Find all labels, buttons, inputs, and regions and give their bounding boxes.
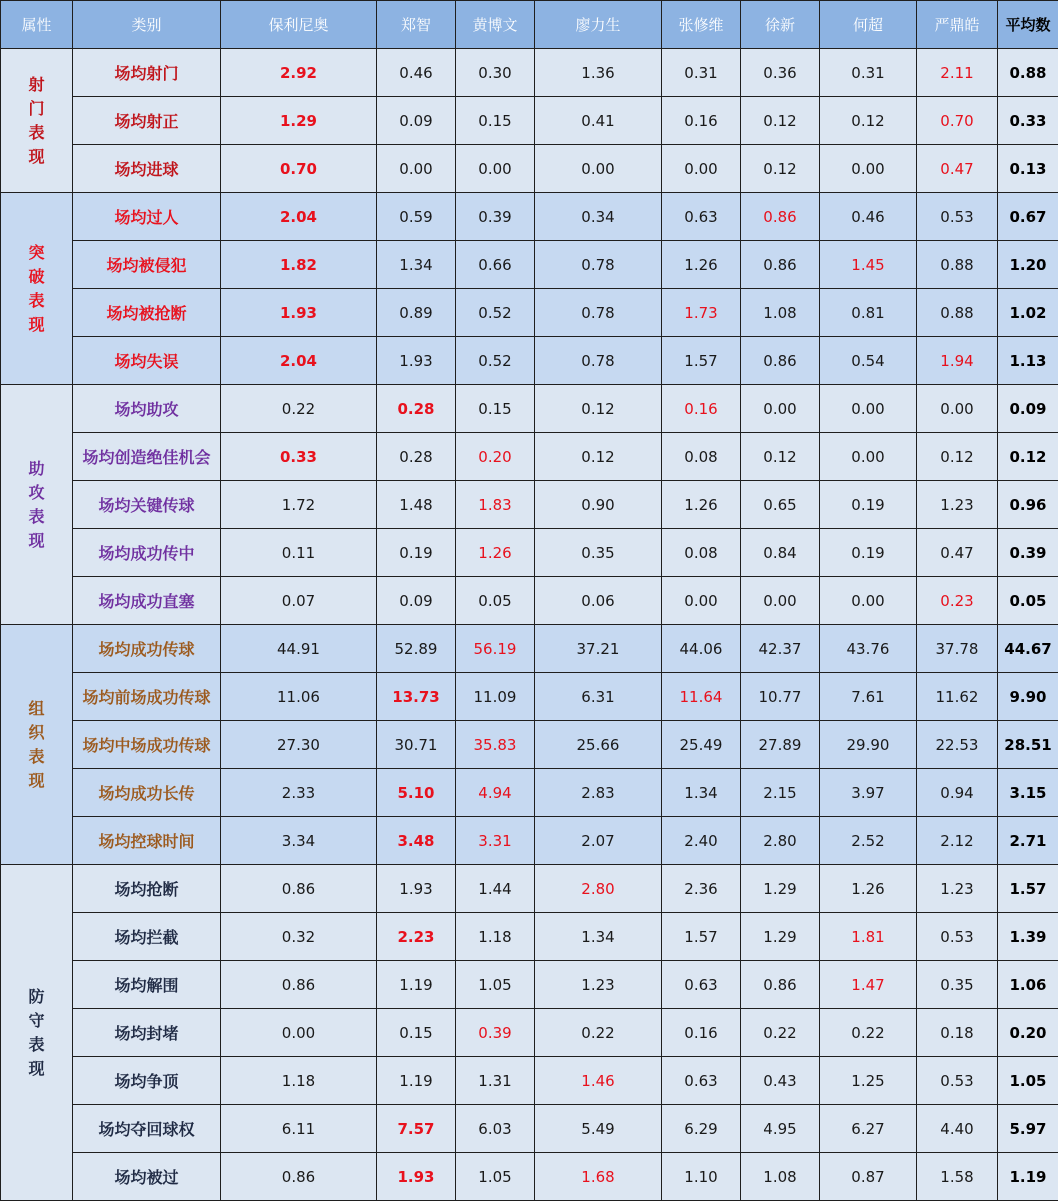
value-cell: 11.62 bbox=[917, 673, 998, 721]
value-cell: 1.93 bbox=[377, 1153, 456, 1201]
average-cell: 1.13 bbox=[998, 337, 1058, 385]
value-cell: 13.73 bbox=[377, 673, 456, 721]
value-cell: 0.12 bbox=[535, 385, 662, 433]
average-cell: 5.97 bbox=[998, 1105, 1058, 1153]
value-cell: 0.15 bbox=[456, 97, 535, 145]
average-cell: 0.88 bbox=[998, 49, 1058, 97]
value-cell: 0.78 bbox=[535, 241, 662, 289]
table-row bbox=[1, 529, 1058, 577]
value-cell: 1.26 bbox=[820, 865, 917, 913]
table-row bbox=[1, 145, 1058, 193]
value-cell: 1.44 bbox=[456, 865, 535, 913]
value-cell: 2.12 bbox=[917, 817, 998, 865]
average-cell: 0.39 bbox=[998, 529, 1058, 577]
attribute-text: 射 门 表 现 bbox=[28, 74, 45, 166]
value-cell: 6.03 bbox=[456, 1105, 535, 1153]
value-cell: 2.07 bbox=[535, 817, 662, 865]
value-cell: 0.54 bbox=[820, 337, 917, 385]
value-cell: 1.29 bbox=[221, 97, 377, 145]
value-cell: 42.37 bbox=[741, 625, 820, 673]
value-cell: 0.00 bbox=[917, 385, 998, 433]
category-cell: 场均夺回球权 bbox=[73, 1105, 221, 1153]
value-cell: 0.88 bbox=[917, 289, 998, 337]
category-cell: 场均成功传球 bbox=[73, 625, 221, 673]
value-cell: 2.11 bbox=[917, 49, 998, 97]
table-row bbox=[1, 337, 1058, 385]
value-cell: 6.29 bbox=[662, 1105, 741, 1153]
value-cell: 1.34 bbox=[662, 769, 741, 817]
value-cell: 1.26 bbox=[662, 481, 741, 529]
value-cell: 0.00 bbox=[820, 385, 917, 433]
value-cell: 1.57 bbox=[662, 337, 741, 385]
value-cell: 0.00 bbox=[377, 145, 456, 193]
value-cell: 1.08 bbox=[741, 1153, 820, 1201]
header-player-8: 严鼎皓 bbox=[917, 1, 998, 49]
category-cell: 场均拦截 bbox=[73, 913, 221, 961]
value-cell: 0.00 bbox=[741, 385, 820, 433]
value-cell: 3.34 bbox=[221, 817, 377, 865]
value-cell: 5.49 bbox=[535, 1105, 662, 1153]
value-cell: 0.22 bbox=[741, 1009, 820, 1057]
value-cell: 0.86 bbox=[221, 865, 377, 913]
average-cell: 3.15 bbox=[998, 769, 1058, 817]
average-cell: 0.96 bbox=[998, 481, 1058, 529]
value-cell: 0.89 bbox=[377, 289, 456, 337]
value-cell: 0.00 bbox=[820, 577, 917, 625]
value-cell: 43.76 bbox=[820, 625, 917, 673]
table-row bbox=[1, 97, 1058, 145]
value-cell: 0.63 bbox=[662, 1057, 741, 1105]
value-cell: 0.30 bbox=[456, 49, 535, 97]
category-cell: 场均被抢断 bbox=[73, 289, 221, 337]
value-cell: 2.04 bbox=[221, 193, 377, 241]
category-cell: 场均成功直塞 bbox=[73, 577, 221, 625]
average-cell: 0.05 bbox=[998, 577, 1058, 625]
value-cell: 1.57 bbox=[662, 913, 741, 961]
value-cell: 0.53 bbox=[917, 193, 998, 241]
value-cell: 0.00 bbox=[662, 577, 741, 625]
value-cell: 0.19 bbox=[820, 529, 917, 577]
table-row bbox=[1, 289, 1058, 337]
value-cell: 0.70 bbox=[221, 145, 377, 193]
category-cell: 场均前场成功传球 bbox=[73, 673, 221, 721]
category-cell: 场均过人 bbox=[73, 193, 221, 241]
category-cell: 场均射正 bbox=[73, 97, 221, 145]
value-cell: 27.30 bbox=[221, 721, 377, 769]
table-row bbox=[1, 385, 1058, 433]
value-cell: 2.33 bbox=[221, 769, 377, 817]
value-cell: 0.86 bbox=[741, 337, 820, 385]
value-cell: 0.86 bbox=[221, 1153, 377, 1201]
value-cell: 0.00 bbox=[221, 1009, 377, 1057]
value-cell: 0.46 bbox=[377, 49, 456, 97]
category-cell: 场均控球时间 bbox=[73, 817, 221, 865]
value-cell: 0.11 bbox=[221, 529, 377, 577]
value-cell: 0.87 bbox=[820, 1153, 917, 1201]
value-cell: 1.18 bbox=[456, 913, 535, 961]
value-cell: 0.43 bbox=[741, 1057, 820, 1105]
attribute-group-label bbox=[1, 865, 73, 1201]
average-cell: 2.71 bbox=[998, 817, 1058, 865]
value-cell: 0.84 bbox=[741, 529, 820, 577]
value-cell: 0.63 bbox=[662, 193, 741, 241]
value-cell: 0.31 bbox=[662, 49, 741, 97]
value-cell: 0.52 bbox=[456, 289, 535, 337]
value-cell: 0.12 bbox=[741, 145, 820, 193]
value-cell: 1.93 bbox=[221, 289, 377, 337]
value-cell: 1.81 bbox=[820, 913, 917, 961]
value-cell: 6.27 bbox=[820, 1105, 917, 1153]
value-cell: 2.83 bbox=[535, 769, 662, 817]
value-cell: 0.16 bbox=[662, 97, 741, 145]
header-average: 平均数 bbox=[998, 1, 1058, 49]
value-cell: 25.66 bbox=[535, 721, 662, 769]
value-cell: 2.92 bbox=[221, 49, 377, 97]
value-cell: 1.45 bbox=[820, 241, 917, 289]
value-cell: 1.26 bbox=[662, 241, 741, 289]
value-cell: 1.19 bbox=[377, 1057, 456, 1105]
category-cell: 场均抢断 bbox=[73, 865, 221, 913]
value-cell: 0.09 bbox=[377, 577, 456, 625]
value-cell: 1.94 bbox=[917, 337, 998, 385]
table-row bbox=[1, 673, 1058, 721]
header-category: 类别 bbox=[73, 1, 221, 49]
value-cell: 11.64 bbox=[662, 673, 741, 721]
value-cell: 7.57 bbox=[377, 1105, 456, 1153]
value-cell: 25.49 bbox=[662, 721, 741, 769]
table-row bbox=[1, 961, 1058, 1009]
average-cell: 0.12 bbox=[998, 433, 1058, 481]
attribute-text: 组 织 表 现 bbox=[28, 698, 45, 790]
value-cell: 0.47 bbox=[917, 529, 998, 577]
category-cell: 场均被侵犯 bbox=[73, 241, 221, 289]
value-cell: 2.40 bbox=[662, 817, 741, 865]
average-cell: 0.20 bbox=[998, 1009, 1058, 1057]
header-player-2: 郑智 bbox=[377, 1, 456, 49]
value-cell: 6.11 bbox=[221, 1105, 377, 1153]
value-cell: 0.46 bbox=[820, 193, 917, 241]
value-cell: 1.23 bbox=[535, 961, 662, 1009]
value-cell: 5.10 bbox=[377, 769, 456, 817]
value-cell: 0.00 bbox=[820, 433, 917, 481]
table-row bbox=[1, 817, 1058, 865]
value-cell: 0.00 bbox=[662, 145, 741, 193]
value-cell: 52.89 bbox=[377, 625, 456, 673]
value-cell: 0.39 bbox=[456, 1009, 535, 1057]
value-cell: 1.34 bbox=[535, 913, 662, 961]
attribute-group-label bbox=[1, 49, 73, 193]
value-cell: 0.12 bbox=[741, 433, 820, 481]
value-cell: 0.28 bbox=[377, 433, 456, 481]
value-cell: 44.91 bbox=[221, 625, 377, 673]
value-cell: 1.34 bbox=[377, 241, 456, 289]
value-cell: 0.35 bbox=[535, 529, 662, 577]
value-cell: 1.05 bbox=[456, 1153, 535, 1201]
average-cell: 1.02 bbox=[998, 289, 1058, 337]
attribute-text: 防 守 表 现 bbox=[28, 986, 45, 1078]
value-cell: 0.22 bbox=[535, 1009, 662, 1057]
value-cell: 0.36 bbox=[741, 49, 820, 97]
value-cell: 0.59 bbox=[377, 193, 456, 241]
table-row bbox=[1, 193, 1058, 241]
value-cell: 11.06 bbox=[221, 673, 377, 721]
value-cell: 3.48 bbox=[377, 817, 456, 865]
attribute-group-label bbox=[1, 385, 73, 625]
value-cell: 0.12 bbox=[917, 433, 998, 481]
average-cell: 0.09 bbox=[998, 385, 1058, 433]
category-cell: 场均助攻 bbox=[73, 385, 221, 433]
value-cell: 0.31 bbox=[820, 49, 917, 97]
header-player-6: 徐新 bbox=[741, 1, 820, 49]
value-cell: 1.18 bbox=[221, 1057, 377, 1105]
value-cell: 0.33 bbox=[221, 433, 377, 481]
table-row bbox=[1, 1153, 1058, 1201]
value-cell: 0.00 bbox=[535, 145, 662, 193]
category-cell: 场均射门 bbox=[73, 49, 221, 97]
value-cell: 22.53 bbox=[917, 721, 998, 769]
value-cell: 35.83 bbox=[456, 721, 535, 769]
value-cell: 1.73 bbox=[662, 289, 741, 337]
value-cell: 0.41 bbox=[535, 97, 662, 145]
value-cell: 0.66 bbox=[456, 241, 535, 289]
value-cell: 0.08 bbox=[662, 529, 741, 577]
value-cell: 0.09 bbox=[377, 97, 456, 145]
value-cell: 0.00 bbox=[456, 145, 535, 193]
value-cell: 0.18 bbox=[917, 1009, 998, 1057]
attribute-text: 突 破 表 现 bbox=[28, 242, 45, 334]
table-row bbox=[1, 769, 1058, 817]
category-cell: 场均解围 bbox=[73, 961, 221, 1009]
value-cell: 1.19 bbox=[377, 961, 456, 1009]
header-player-4: 廖力生 bbox=[535, 1, 662, 49]
value-cell: 0.00 bbox=[741, 577, 820, 625]
value-cell: 0.86 bbox=[741, 241, 820, 289]
value-cell: 0.86 bbox=[221, 961, 377, 1009]
value-cell: 1.25 bbox=[820, 1057, 917, 1105]
average-cell: 1.57 bbox=[998, 865, 1058, 913]
value-cell: 0.00 bbox=[820, 145, 917, 193]
value-cell: 2.80 bbox=[535, 865, 662, 913]
value-cell: 1.36 bbox=[535, 49, 662, 97]
value-cell: 1.68 bbox=[535, 1153, 662, 1201]
table-row bbox=[1, 913, 1058, 961]
value-cell: 3.97 bbox=[820, 769, 917, 817]
average-cell: 1.06 bbox=[998, 961, 1058, 1009]
category-cell: 场均中场成功传球 bbox=[73, 721, 221, 769]
value-cell: 30.71 bbox=[377, 721, 456, 769]
value-cell: 2.23 bbox=[377, 913, 456, 961]
value-cell: 1.72 bbox=[221, 481, 377, 529]
value-cell: 0.35 bbox=[917, 961, 998, 1009]
table-row bbox=[1, 49, 1058, 97]
value-cell: 0.05 bbox=[456, 577, 535, 625]
value-cell: 1.26 bbox=[456, 529, 535, 577]
value-cell: 0.78 bbox=[535, 289, 662, 337]
category-cell: 场均被过 bbox=[73, 1153, 221, 1201]
table-row bbox=[1, 1057, 1058, 1105]
value-cell: 0.34 bbox=[535, 193, 662, 241]
value-cell: 0.86 bbox=[741, 193, 820, 241]
value-cell: 0.15 bbox=[456, 385, 535, 433]
value-cell: 0.53 bbox=[917, 1057, 998, 1105]
value-cell: 1.31 bbox=[456, 1057, 535, 1105]
header-player-5: 张修维 bbox=[662, 1, 741, 49]
value-cell: 1.82 bbox=[221, 241, 377, 289]
value-cell: 0.12 bbox=[820, 97, 917, 145]
average-cell: 1.39 bbox=[998, 913, 1058, 961]
value-cell: 0.08 bbox=[662, 433, 741, 481]
value-cell: 2.80 bbox=[741, 817, 820, 865]
value-cell: 44.06 bbox=[662, 625, 741, 673]
value-cell: 0.23 bbox=[917, 577, 998, 625]
table-row bbox=[1, 433, 1058, 481]
average-cell: 0.13 bbox=[998, 145, 1058, 193]
value-cell: 1.23 bbox=[917, 481, 998, 529]
attribute-group-label bbox=[1, 193, 73, 385]
value-cell: 0.39 bbox=[456, 193, 535, 241]
value-cell: 27.89 bbox=[741, 721, 820, 769]
value-cell: 10.77 bbox=[741, 673, 820, 721]
value-cell: 0.19 bbox=[377, 529, 456, 577]
average-cell: 0.67 bbox=[998, 193, 1058, 241]
value-cell: 0.16 bbox=[662, 1009, 741, 1057]
category-cell: 场均成功长传 bbox=[73, 769, 221, 817]
table-row bbox=[1, 241, 1058, 289]
value-cell: 0.28 bbox=[377, 385, 456, 433]
value-cell: 0.12 bbox=[535, 433, 662, 481]
value-cell: 0.32 bbox=[221, 913, 377, 961]
value-cell: 2.04 bbox=[221, 337, 377, 385]
value-cell: 0.53 bbox=[917, 913, 998, 961]
value-cell: 6.31 bbox=[535, 673, 662, 721]
value-cell: 2.15 bbox=[741, 769, 820, 817]
value-cell: 1.93 bbox=[377, 337, 456, 385]
value-cell: 37.21 bbox=[535, 625, 662, 673]
category-cell: 场均失误 bbox=[73, 337, 221, 385]
value-cell: 2.36 bbox=[662, 865, 741, 913]
table-row bbox=[1, 481, 1058, 529]
category-cell: 场均封堵 bbox=[73, 1009, 221, 1057]
table-row bbox=[1, 721, 1058, 769]
value-cell: 1.93 bbox=[377, 865, 456, 913]
average-cell: 0.33 bbox=[998, 97, 1058, 145]
value-cell: 0.94 bbox=[917, 769, 998, 817]
table-row bbox=[1, 577, 1058, 625]
table-row bbox=[1, 865, 1058, 913]
category-cell: 场均成功传中 bbox=[73, 529, 221, 577]
value-cell: 4.94 bbox=[456, 769, 535, 817]
average-cell: 9.90 bbox=[998, 673, 1058, 721]
value-cell: 0.88 bbox=[917, 241, 998, 289]
value-cell: 0.07 bbox=[221, 577, 377, 625]
value-cell: 0.90 bbox=[535, 481, 662, 529]
value-cell: 29.90 bbox=[820, 721, 917, 769]
category-cell: 场均关键传球 bbox=[73, 481, 221, 529]
value-cell: 1.83 bbox=[456, 481, 535, 529]
average-cell: 1.05 bbox=[998, 1057, 1058, 1105]
average-cell: 28.51 bbox=[998, 721, 1058, 769]
value-cell: 7.61 bbox=[820, 673, 917, 721]
value-cell: 1.46 bbox=[535, 1057, 662, 1105]
value-cell: 0.12 bbox=[741, 97, 820, 145]
value-cell: 1.58 bbox=[917, 1153, 998, 1201]
attribute-group-label bbox=[1, 625, 73, 865]
value-cell: 0.70 bbox=[917, 97, 998, 145]
value-cell: 3.31 bbox=[456, 817, 535, 865]
value-cell: 1.48 bbox=[377, 481, 456, 529]
value-cell: 1.47 bbox=[820, 961, 917, 1009]
header-player-1: 保利尼奥 bbox=[221, 1, 377, 49]
value-cell: 0.15 bbox=[377, 1009, 456, 1057]
value-cell: 0.81 bbox=[820, 289, 917, 337]
header-player-3: 黄博文 bbox=[456, 1, 535, 49]
value-cell: 1.08 bbox=[741, 289, 820, 337]
value-cell: 0.20 bbox=[456, 433, 535, 481]
category-cell: 场均创造绝佳机会 bbox=[73, 433, 221, 481]
value-cell: 0.16 bbox=[662, 385, 741, 433]
value-cell: 0.63 bbox=[662, 961, 741, 1009]
average-cell: 1.20 bbox=[998, 241, 1058, 289]
value-cell: 0.19 bbox=[820, 481, 917, 529]
attribute-text: 助 攻 表 现 bbox=[28, 458, 45, 550]
header-player-7: 何超 bbox=[820, 1, 917, 49]
value-cell: 4.40 bbox=[917, 1105, 998, 1153]
category-cell: 场均进球 bbox=[73, 145, 221, 193]
table-row bbox=[1, 1009, 1058, 1057]
header-row bbox=[1, 1, 1058, 49]
header-attribute: 属性 bbox=[1, 1, 73, 49]
table-row bbox=[1, 1105, 1058, 1153]
value-cell: 1.10 bbox=[662, 1153, 741, 1201]
category-cell: 场均争顶 bbox=[73, 1057, 221, 1105]
table-row bbox=[1, 625, 1058, 673]
value-cell: 1.05 bbox=[456, 961, 535, 1009]
value-cell: 2.52 bbox=[820, 817, 917, 865]
value-cell: 0.47 bbox=[917, 145, 998, 193]
value-cell: 11.09 bbox=[456, 673, 535, 721]
value-cell: 0.06 bbox=[535, 577, 662, 625]
average-cell: 1.19 bbox=[998, 1153, 1058, 1201]
value-cell: 0.22 bbox=[221, 385, 377, 433]
value-cell: 1.29 bbox=[741, 865, 820, 913]
value-cell: 0.78 bbox=[535, 337, 662, 385]
value-cell: 4.95 bbox=[741, 1105, 820, 1153]
table-body bbox=[1, 49, 1058, 1201]
value-cell: 1.29 bbox=[741, 913, 820, 961]
value-cell: 0.65 bbox=[741, 481, 820, 529]
value-cell: 0.86 bbox=[741, 961, 820, 1009]
value-cell: 37.78 bbox=[917, 625, 998, 673]
value-cell: 0.52 bbox=[456, 337, 535, 385]
average-cell: 44.67 bbox=[998, 625, 1058, 673]
value-cell: 0.22 bbox=[820, 1009, 917, 1057]
value-cell: 56.19 bbox=[456, 625, 535, 673]
value-cell: 1.23 bbox=[917, 865, 998, 913]
